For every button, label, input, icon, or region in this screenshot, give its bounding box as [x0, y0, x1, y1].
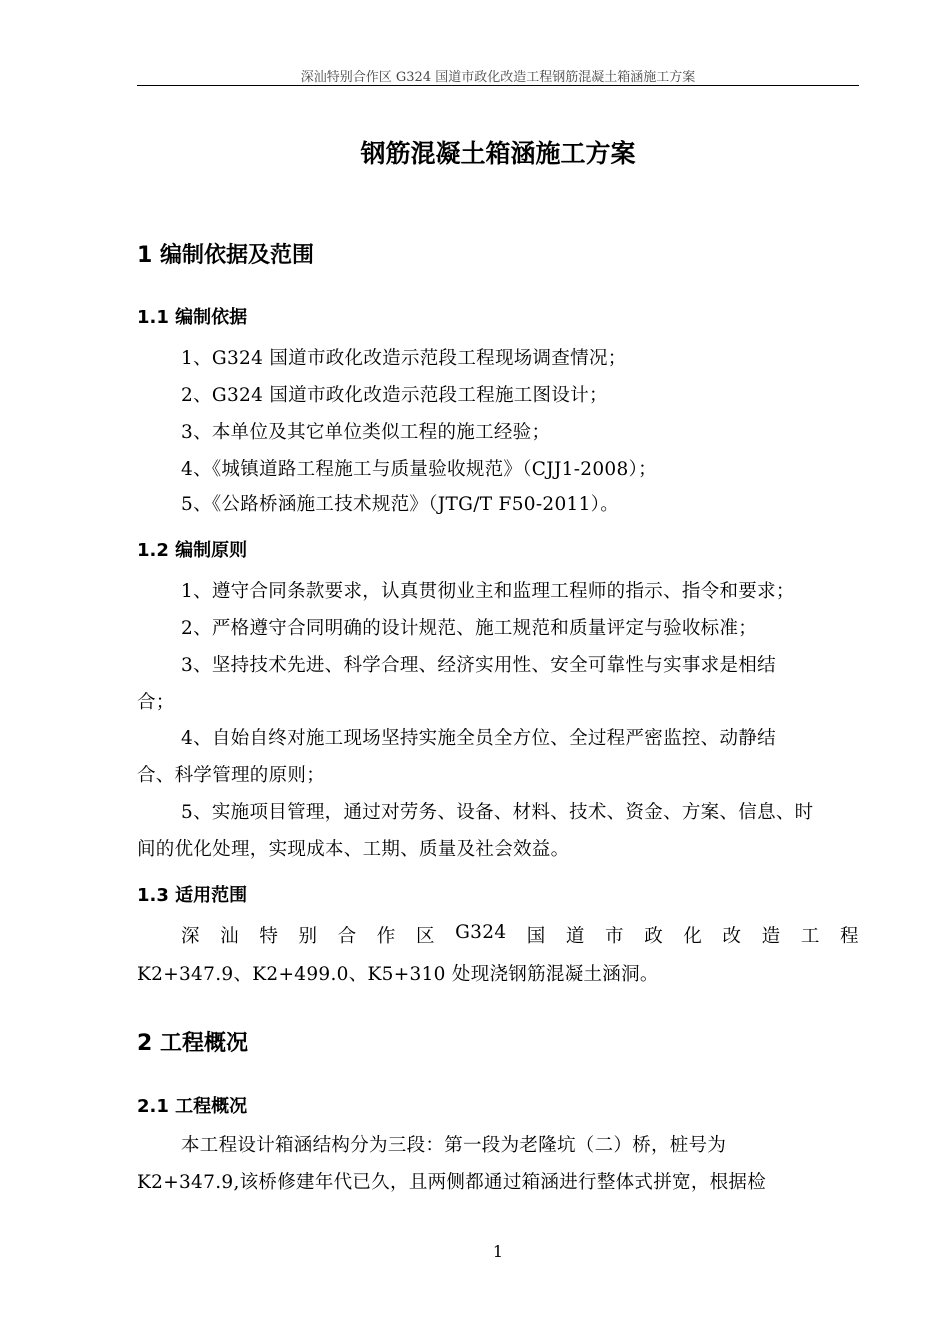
overview-line: K2+347.9,该桥修建年代已久，且两侧都通过箱涵进行整体式拼宽，根据检 [137, 1172, 767, 1193]
scope-word: 道 [565, 926, 585, 947]
scope-word: 别 [298, 926, 318, 947]
principle-line: 1、遵守合同条款要求，认真贯彻业主和监理工程师的指示、指令和要求； [181, 581, 795, 602]
basis-item: 3、本单位及其它单位类似工程的施工经验； [181, 422, 551, 443]
section-heading-1-3: 1.3 适用范围 [137, 885, 248, 906]
scope-word: 工 [800, 926, 820, 947]
section-heading-1-2: 1.2 编制原则 [137, 540, 248, 561]
basis-item: 1、G324 国道市政化改造示范段工程现场调查情况； [181, 348, 627, 369]
scope-word: G324 [455, 922, 507, 943]
page-header: 深汕特别合作区 G324 国道市政化改造工程钢筋混凝土箱涵施工方案 [300, 70, 696, 85]
scope-line: K2+347.9、K2+499.0、K5+310 处现浇钢筋混凝土涵洞。 [137, 964, 659, 985]
scope-word: 改 [722, 926, 742, 947]
scope-word: 程 [839, 926, 859, 947]
basis-item: 4、《城镇道路工程施工与质量验收规范》（CJJ1-2008）； [181, 459, 657, 480]
section-heading-2: 2 工程概况 [137, 1031, 248, 1056]
header-rule [137, 85, 859, 86]
scope-word: 作 [376, 926, 396, 947]
page-number: 1 [492, 1242, 504, 1261]
principle-line: 3、坚持技术先进、科学合理、经济实用性、安全可靠性与实事求是相结 [181, 655, 776, 676]
section-heading-2-1: 2.1 工程概况 [137, 1096, 248, 1117]
principle-line: 2、严格遵守合同明确的设计规范、施工规范和质量评定与验收标准； [181, 618, 758, 639]
basis-item: 2、G324 国道市政化改造示范段工程施工图设计； [181, 385, 608, 406]
overview-line: 本工程设计箱涵结构分为三段：第一段为老隆坑（二）桥，桩号为 [181, 1135, 727, 1156]
scope-line-justified [181, 922, 859, 948]
section-heading-1-1: 1.1 编制依据 [137, 307, 248, 328]
scope-word: 政 [644, 926, 664, 947]
basis-item: 5、《公路桥涵施工技术规范》（JTG/T F50-2011）。 [181, 494, 620, 515]
principle-line: 5、实施项目管理，通过对劳务、设备、材料、技术、资金、方案、信息、时 [181, 802, 814, 823]
scope-word: 特 [259, 926, 279, 947]
scope-word: 深 [181, 926, 200, 947]
scope-word: 汕 [220, 926, 239, 947]
section-heading-1: 1 编制依据及范围 [137, 243, 314, 268]
scope-word: 化 [683, 926, 703, 947]
scope-word: 区 [415, 926, 435, 947]
document-title: 钢筋混凝土箱涵施工方案 [360, 139, 636, 168]
principle-line: 合； [137, 692, 175, 713]
scope-word: 合 [337, 926, 357, 947]
scope-word: 造 [761, 926, 781, 947]
scope-word: 国 [526, 926, 546, 947]
scope-word: 市 [605, 926, 624, 947]
principle-line: 间的优化处理，实现成本、工期、质量及社会效益。 [137, 839, 570, 860]
principle-line: 合、科学管理的原则； [137, 765, 326, 786]
principle-line: 4、自始自终对施工现场坚持实施全员全方位、全过程严密监控、动静结 [181, 728, 776, 749]
